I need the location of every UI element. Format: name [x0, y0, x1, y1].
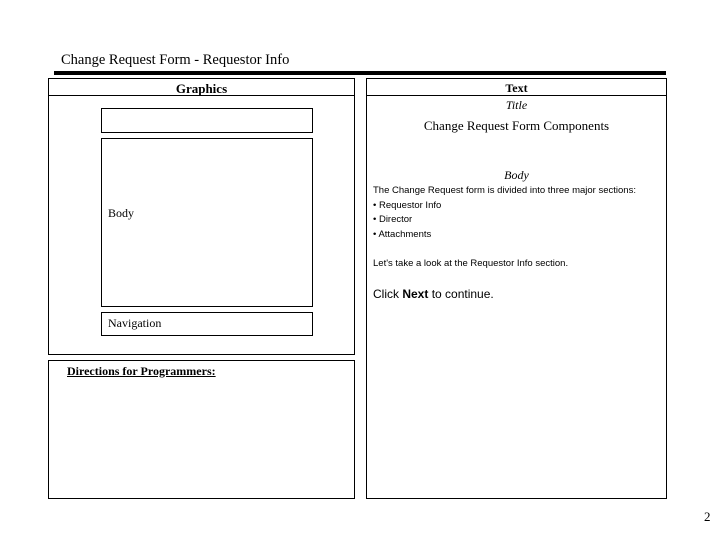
click-instruction	[373, 287, 494, 301]
directions-panel	[48, 360, 355, 499]
graphics-body-label: Body	[108, 206, 135, 220]
text-label: Text	[505, 81, 528, 95]
body-text	[373, 184, 663, 271]
next-keyword: Next	[402, 287, 429, 301]
body-paragraph-2: Let's take a look at the Requestor Info section.	[373, 257, 569, 269]
title-value: Change Request Form Components	[423, 118, 610, 133]
bullet-requestor-info: • Requestor Info	[373, 199, 442, 211]
directions-label: Directions for Programmers:	[67, 364, 216, 378]
click-suffix: to continue.	[428, 287, 494, 301]
page-title: Change Request Form - Requestor Info	[61, 52, 290, 68]
title-divider	[54, 71, 666, 75]
body-intro-line: The Change Request form is divided into three major sections:	[373, 185, 636, 196]
bullet-director: • Director	[373, 214, 413, 225]
graphics-title-placeholder	[101, 108, 313, 133]
body-label: Body	[504, 168, 529, 182]
title-label: Title	[505, 98, 528, 112]
bullet-attachments: • Attachments	[373, 228, 432, 240]
page-number: 2	[704, 509, 711, 524]
graphics-body-placeholder	[101, 138, 313, 307]
click-prefix: Click	[373, 287, 403, 301]
graphics-label: Graphics	[175, 81, 228, 96]
graphics-navigation-label: Navigation	[108, 316, 162, 330]
